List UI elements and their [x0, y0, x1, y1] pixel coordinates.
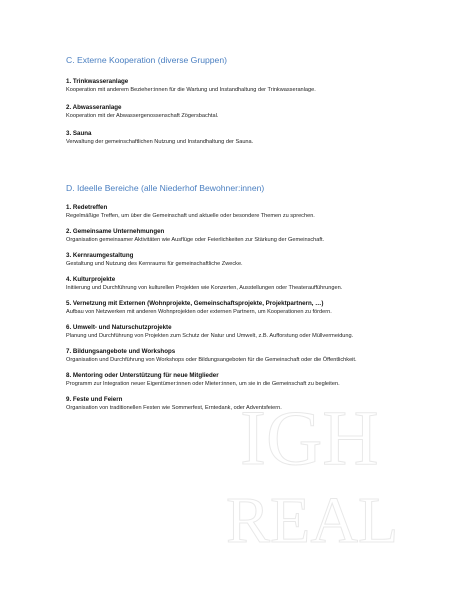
item-title: 3. Sauna [66, 130, 92, 137]
watermark-line-2: REAL [226, 484, 399, 557]
item-title: 4. Kulturprojekte [66, 276, 116, 283]
item-text: Kooperation mit anderem Bezieher:innen für die Wartung und Instandhaltung der Trinkwasseranlage. [66, 87, 316, 93]
item-title: 7. Bildungsangebote und Workshops [66, 348, 176, 355]
item-text: Initiierung und Durchführung von kulturellen Projekten wie Konzerten, Ausstellungen oder Theateraufführungen. [66, 285, 343, 291]
item-title: 2. Abwasseranlage [66, 104, 122, 111]
list-item [66, 372, 404, 389]
list-item [66, 276, 404, 293]
item-title: 1. Redetreffen [66, 204, 108, 211]
section-d [66, 182, 404, 413]
list-item [66, 78, 404, 95]
item-text: Gestaltung und Nutzung des Kernraums für gemeinschaftliche Zwecke. [66, 261, 243, 267]
item-text: Planung und Durchführung von Projekten zum Schutz der Natur und Umwelt, z.B. Aufforstung oder Müllvermeidung. [66, 333, 354, 339]
list-item [66, 300, 404, 317]
item-text: Kooperation mit der Abwassergenossenschaft Zögersbachtal. [66, 113, 219, 119]
item-text: Organisation von traditionellen Festen wie Sommerfest, Erntedank, oder Adventsfeiern. [66, 405, 282, 411]
list-item [66, 324, 404, 341]
item-title: 8. Mentoring oder Unterstützung für neue Mitglieder [66, 372, 219, 379]
item-text: Verwaltung der gemeinschaftlichen Nutzung und Instandhaltung der Sauna. [66, 139, 254, 145]
watermark-logo [226, 392, 399, 557]
section-title: C. Externe Kooperation (diverse Gruppen) [66, 55, 227, 65]
item-text: Organisation und Durchführung von Workshops oder Bildungsangeboten für die Gemeinschaft oder die Öffentlichkeit. [66, 357, 357, 363]
list-item [66, 348, 404, 365]
item-title: 5. Vernetzung mit Externen (Wohnprojekte, Gemeinschaftsprojekte, Projektpartnern, …) [66, 300, 324, 307]
item-title: 6. Umwelt- und Naturschutzprojekte [66, 324, 172, 331]
list-item [66, 252, 404, 269]
list-item [66, 396, 404, 413]
item-text: Regelmäßige Treffen, um über die Gemeinschaft und aktuelle oder besondere Themen zu sprechen. [66, 213, 315, 219]
section-title: D. Ideelle Bereiche (alle Niederhof Bewohner:innen) [66, 183, 265, 193]
watermark-line-1: IGH [240, 394, 379, 481]
item-text: Organisation gemeinsamer Aktivitäten wie Ausflüge oder Feierlichkeiten zur Stärkung der Gemeinschaft. [66, 237, 325, 243]
item-title: 2. Gemeinsame Unternehmungen [66, 228, 165, 235]
item-title: 1. Trinkwasseranlage [66, 78, 129, 85]
section-c [66, 54, 404, 147]
item-title: 3. Kernraumgestaltung [66, 252, 134, 259]
item-title: 9. Feste und Feiern [66, 396, 123, 403]
document-page [66, 54, 404, 413]
item-text: Programm zur Integration neuer Eigentümer:innen oder Mieter:innen, um sie in die Gemeinschaft zu begleiten. [66, 381, 340, 387]
item-text: Aufbau von Netzwerken mit anderen Wohnprojekten oder externen Partnern, um Kooperationen zu fördern. [66, 309, 332, 315]
list-item [66, 204, 404, 221]
list-item [66, 104, 404, 121]
list-item [66, 228, 404, 245]
list-item [66, 130, 404, 147]
